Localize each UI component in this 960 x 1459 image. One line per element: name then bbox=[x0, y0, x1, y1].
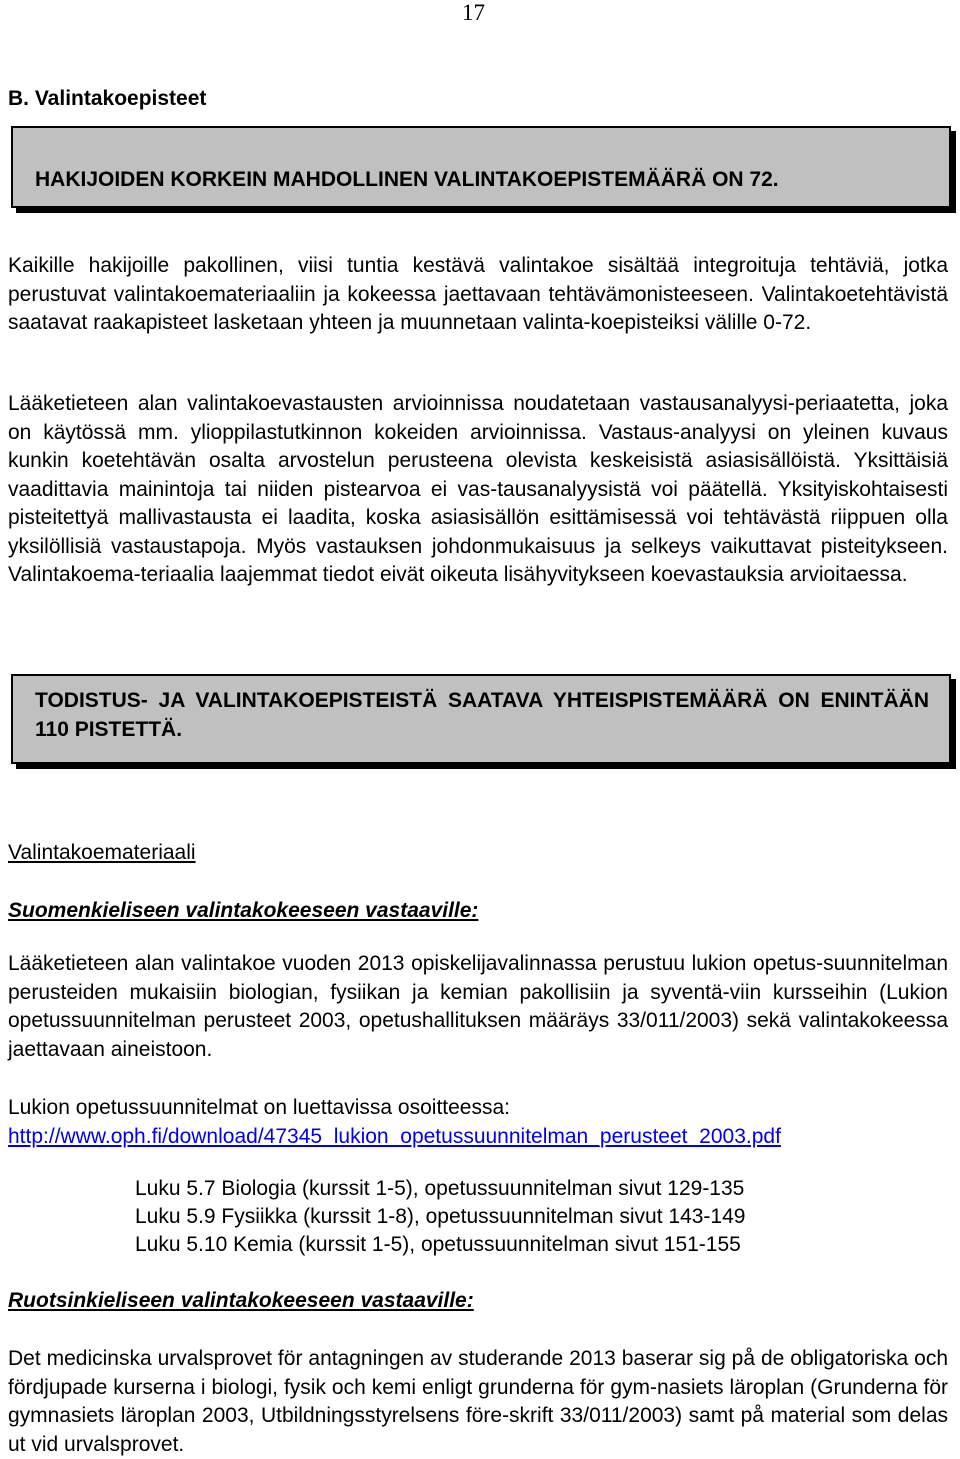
chapter-reference-list bbox=[135, 1175, 745, 1259]
section-heading: B. Valintakoepisteet bbox=[8, 87, 207, 110]
swedish-curriculum-paragraph: Det medicinska urvalsprovet för antagningen av studerande 2013 baserar sig på de obligatoriska och fördjupade kurserna i biologi, fysik och kemi enligt grunderna för gym-nasiets läroplan (Grunderna för gymnasiets läroplan 2003, Utbildningsstyrelsens före-skrift 33/011/2003) samt på material som delas ut vid urvalsprovet. bbox=[8, 1347, 948, 1456]
swedish-exam-heading: Ruotsinkieliseen valintakokeeseen vastaaville: bbox=[8, 1289, 474, 1312]
chapter-reference-chemistry: Luku 5.10 Kemia (kurssit 1-5), opetussuunnitelman sivut 151-155 bbox=[135, 1233, 741, 1256]
curriculum-link-paragraph bbox=[8, 1094, 948, 1151]
curriculum-paragraph: Lääketieteen alan valintakoe vuoden 2013 opiskelijavalinnassa perustuu lukion opetus-suunnitelman perusteiden mukaisiin biologian, fysiikan ja kemian pakollisiin ja syventä-viin kursseihin (Lukion opetussuunnitelman perusteet 2003, opetushallituksen määräys 33/011/2003) sekä valintakokeessa jaettavaan aineistoon. bbox=[8, 952, 948, 1061]
page-number: 17 bbox=[462, 0, 485, 25]
evaluation-paragraph: Lääketieteen alan valintakoevastausten arvioinnissa noudatetaan vastausanalyysi-periaatetta, joka on käytössä mm. ylioppilastutkinnon kokeiden arvioinnissa. Vastaus-analyysi on yleinen kuvaus kunkin koetehtävän osalta arvostelun perusteena olevista keskeisistä asiasisällöistä. Yksittäisiä vaadittavia mainintoja tai niiden pistearvoa ei vas-tausanalyysistä voi päätellä. Yksityiskohtaisesti pisteitettyä mallivastausta ei laadita, koska asiasisällön esittämisessä voi tehtävästä riippuen olla yksilöllisiä vastaustapoja. Myös vastauksen johdonmukaisuus ja selkeys vaikuttavat pisteitykseen. Valintakoema-teriaalia laajemmat tiedot eivät oikeuta lisähyvitykseen koevastauksia arvioitaessa. bbox=[8, 392, 948, 586]
max-points-text: HAKIJOIDEN KORKEIN MAHDOLLINEN VALINTAKOEPISTEMÄÄRÄ ON 72. bbox=[35, 168, 779, 191]
finnish-exam-heading: Suomenkieliseen valintakokeeseen vastaaville: bbox=[8, 899, 479, 922]
curriculum-link-intro: Lukion opetussuunnitelmat on luettavissa osoitteessa: bbox=[8, 1096, 510, 1119]
total-points-text: TODISTUS- JA VALINTAKOEPISTEISTÄ SAATAVA YHTEISPISTEMÄÄRÄ ON ENINTÄÄN 110 PISTETTÄ. bbox=[35, 689, 929, 741]
curriculum-pdf-link[interactable]: http://www.oph.fi/download/47345_lukion_opetussuunnitelman_perusteet_2003.pdf bbox=[8, 1124, 781, 1148]
chapter-reference-biology: Luku 5.7 Biologia (kurssit 1-5), opetussuunnitelman sivut 129-135 bbox=[135, 1177, 745, 1200]
materiaali-heading: Valintakoemateriaali bbox=[8, 841, 196, 864]
chapter-reference-physics: Luku 5.9 Fysiikka (kurssit 1-8), opetussuunnitelman sivut 143-149 bbox=[135, 1205, 746, 1228]
max-points-box bbox=[11, 126, 951, 208]
exam-description-paragraph: Kaikille hakijoille pakollinen, viisi tuntia kestävä valintakoe sisältää integroituja tehtäviä, jotka perustuvat valintakoemateriaaliin ja kokeessa jaettavaan tehtävämonisteeseen. Valintakoetehtävistä saatavat raakapisteet lasketaan yhteen ja muunnetaan valinta-koepisteiksi välille 0-72. bbox=[8, 254, 948, 334]
total-points-box bbox=[11, 674, 951, 764]
